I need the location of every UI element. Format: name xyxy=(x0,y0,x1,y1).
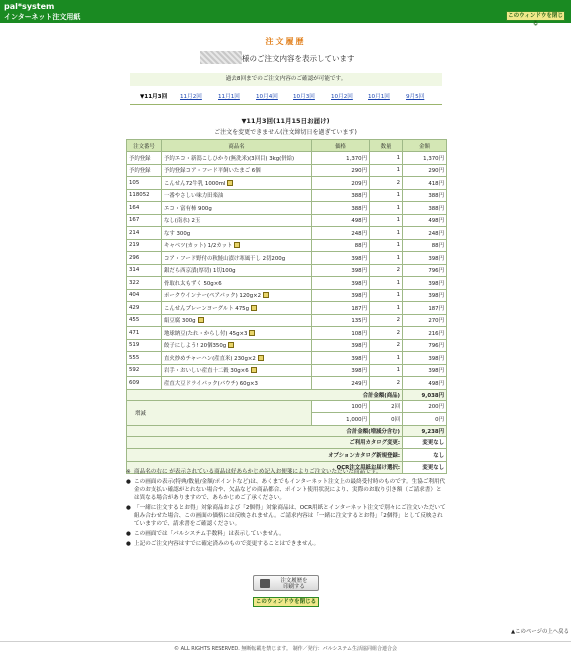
price-cell-text: 398円 xyxy=(351,343,367,350)
memo-icon xyxy=(234,242,240,248)
order-number-cell xyxy=(127,377,162,390)
qty-cell-text: 1 xyxy=(396,279,400,286)
item-name-cell xyxy=(162,327,312,340)
price-cell-text: 187円 xyxy=(351,305,367,312)
qty-cell xyxy=(370,352,403,365)
qty-cell xyxy=(370,227,403,240)
masked-customer-name xyxy=(200,51,242,64)
order-number-cell xyxy=(127,364,162,377)
amount-cell-text: 796円 xyxy=(428,343,444,350)
tab-delivery[interactable]: 10月1回 xyxy=(368,94,390,100)
amount-cell xyxy=(403,314,447,327)
table-row xyxy=(127,302,447,315)
ocr-delivery-value: 変更なし xyxy=(403,461,447,474)
note-item xyxy=(126,530,446,538)
note-item xyxy=(126,468,446,476)
qty-cell xyxy=(370,302,403,315)
amount-cell-text: 248円 xyxy=(428,230,444,237)
qty-cell-text: 2 xyxy=(396,342,400,349)
amount-cell xyxy=(403,377,447,390)
item-name-cell xyxy=(162,202,312,215)
price-cell xyxy=(312,339,370,352)
order-number-cell xyxy=(127,239,162,252)
memo-icon xyxy=(263,292,269,298)
amount-cell-text: 270円 xyxy=(428,318,444,325)
note-text: 「一緒に注文するとお得」対象商品および「2個得」対象商品は、OCR用紙とインターネット注文で別々にご注文いただいて組み合わせた場合、この画面の価格には反映されません。ご請求内容は「一緒に注文するとお得」「2個得」として反映されていますので、請求書をご確認ください。 xyxy=(134,505,446,527)
price-cell-text: 135円 xyxy=(351,318,367,325)
qty-cell xyxy=(370,202,403,215)
table-row xyxy=(127,239,447,252)
summary-row xyxy=(127,449,447,462)
order-number-cell xyxy=(127,214,162,227)
item-name-cell xyxy=(162,277,312,290)
table-row xyxy=(127,277,447,290)
amount-cell xyxy=(403,252,447,265)
app-header xyxy=(0,0,571,27)
qty-cell-text: 2 xyxy=(396,379,400,386)
memo-icon xyxy=(251,305,257,311)
surcharge-qty: 2回 xyxy=(370,400,403,413)
table-row xyxy=(127,177,447,190)
order-number-cell-text: 471 xyxy=(129,329,140,336)
total-value: 9,238円 xyxy=(403,425,447,436)
note-text: 商品名の右に が表示されている商品は好あらかじめ記入お便箋によりご注文いただいた商品です。 xyxy=(134,469,382,475)
qty-cell-text: 1 xyxy=(396,242,400,249)
item-name-cell xyxy=(162,227,312,240)
amount-cell xyxy=(403,189,447,202)
item-name-cell-text: なす 300g xyxy=(164,230,191,237)
amount-cell-text: 418円 xyxy=(428,180,444,187)
item-name-cell xyxy=(162,239,312,252)
item-name-cell-text: 岩手・おいしい産直十二穀 30g×6 xyxy=(164,368,249,375)
amount-cell xyxy=(403,214,447,227)
item-name-cell-text: 一番やさしい味力田楽油 xyxy=(164,193,224,200)
qty-cell-text: 1 xyxy=(396,192,400,199)
order-number-cell xyxy=(127,327,162,340)
amount-cell-text: 498円 xyxy=(428,380,444,387)
amount-cell xyxy=(403,152,447,165)
note-text: 上記のご注文内容はすでに確定済みのもので変更することはできません。 xyxy=(134,541,320,547)
order-date-heading: ▼11月3回(11月15日お届け) xyxy=(241,117,330,125)
table-row xyxy=(127,164,447,177)
order-number-cell-text: 105 xyxy=(129,179,140,186)
print-label-line2: 印刷する xyxy=(283,584,305,590)
amount-cell xyxy=(403,327,447,340)
price-cell xyxy=(312,189,370,202)
qty-cell xyxy=(370,189,403,202)
item-name-cell xyxy=(162,352,312,365)
memo-icon xyxy=(198,317,204,323)
tab-delivery[interactable]: 9月5回 xyxy=(406,94,425,100)
amount-cell xyxy=(403,227,447,240)
tab-divider xyxy=(130,104,442,105)
qty-cell-text: 1 xyxy=(396,204,400,211)
total-label: 合計金額(増減分含む) xyxy=(127,425,403,436)
order-number-cell xyxy=(127,314,162,327)
item-name-cell-text: 産直大豆ドライパック(パウチ) 60g×3 xyxy=(164,380,258,387)
tab-delivery[interactable]: 11月2回 xyxy=(180,94,202,100)
memo-icon xyxy=(258,355,264,361)
order-number-cell-text: 予約登録 xyxy=(129,155,151,162)
qty-cell-text: 1 xyxy=(396,292,400,299)
memo-icon xyxy=(251,367,257,373)
qty-cell xyxy=(370,377,403,390)
price-cell xyxy=(312,239,370,252)
history-notice: 過去8回までのご注文内容のご確認が可能です。 xyxy=(130,73,442,86)
order-number-cell xyxy=(127,277,162,290)
amount-cell xyxy=(403,264,447,277)
item-name-cell-text: 予約登録コア・フード平飼いたまご 6個 xyxy=(164,168,261,175)
tab-delivery[interactable]: 10月2回 xyxy=(331,94,353,100)
price-cell-text: 398円 xyxy=(351,368,367,375)
table-row xyxy=(127,339,447,352)
item-name-cell xyxy=(162,302,312,315)
memo-icon xyxy=(228,342,234,348)
table-row xyxy=(127,152,447,165)
price-cell-text: 398円 xyxy=(351,293,367,300)
item-name-cell xyxy=(162,264,312,277)
amount-cell-text: 290円 xyxy=(428,168,444,175)
price-cell xyxy=(312,314,370,327)
back-to-top-label: このページの上へ戻る xyxy=(515,629,569,635)
qty-cell-text: 1 xyxy=(396,167,400,174)
price-cell xyxy=(312,214,370,227)
price-cell xyxy=(312,177,370,190)
qty-cell xyxy=(370,289,403,302)
order-number-cell xyxy=(127,202,162,215)
tab-delivery[interactable]: 11月1回 xyxy=(218,94,240,100)
qty-cell xyxy=(370,152,403,165)
item-name-cell-text: 直火炒めチャーハン(産直米) 230g×2 xyxy=(164,355,256,362)
order-lock-note: ご注文を変更できません(注文締切日を過ぎています) xyxy=(214,129,357,136)
option-catalog-value: なし xyxy=(403,449,447,462)
memo-icon xyxy=(249,330,255,336)
tab-current-delivery: ▼11月3回 xyxy=(140,94,168,100)
price-cell xyxy=(312,152,370,165)
item-name-cell xyxy=(162,189,312,202)
order-number-cell-text: 164 xyxy=(129,204,140,211)
amount-cell-text: 398円 xyxy=(428,368,444,375)
amount-cell xyxy=(403,202,447,215)
order-number-cell xyxy=(127,339,162,352)
qty-cell xyxy=(370,364,403,377)
price-cell xyxy=(312,164,370,177)
amount-cell xyxy=(403,277,447,290)
note-bullet: ● xyxy=(126,541,131,547)
order-number-cell-text: 167 xyxy=(129,217,140,224)
subtotal-value: 9,038円 xyxy=(403,389,447,400)
subtotal-row xyxy=(127,389,447,400)
amount-cell xyxy=(403,352,447,365)
qty-cell-text: 1 xyxy=(396,304,400,311)
order-number-cell-text: 118052 xyxy=(129,192,150,199)
amount-cell-text: 398円 xyxy=(428,355,444,362)
catalog-change-label: ご利用カタログ変更: xyxy=(127,436,403,449)
surcharge-amount: 200円 xyxy=(403,400,447,413)
item-name-cell-text: 地球納豆(たれ・からし付) 45g×3 xyxy=(164,330,248,337)
amount-cell xyxy=(403,364,447,377)
order-number-cell-text: 214 xyxy=(129,229,140,236)
item-name-cell-text: 予約エコ・新潟こしひかり(無洗米)(3回目) 3kg(併給) xyxy=(164,155,295,162)
amount-cell-text: 398円 xyxy=(428,255,444,262)
note-item xyxy=(126,540,446,548)
amount-cell-text: 398円 xyxy=(428,280,444,287)
price-cell-text: 1,370円 xyxy=(346,155,367,162)
item-name-cell xyxy=(162,164,312,177)
amount-cell-text: 187円 xyxy=(428,305,444,312)
item-name-cell xyxy=(162,152,312,165)
column-header-price: 価格 xyxy=(312,140,370,152)
qty-cell-text: 1 xyxy=(396,254,400,261)
price-cell xyxy=(312,227,370,240)
amount-cell-text: 88円 xyxy=(431,243,444,250)
item-name-cell-text: キャベツ(カット) 1/2カット xyxy=(164,243,233,250)
table-row xyxy=(127,377,447,390)
qty-cell-text: 1 xyxy=(396,217,400,224)
price-cell xyxy=(312,327,370,340)
order-number-cell-text: 314 xyxy=(129,267,140,274)
amount-cell xyxy=(403,339,447,352)
order-number-cell xyxy=(127,352,162,365)
price-cell xyxy=(312,364,370,377)
order-number-cell-text: 予約登録 xyxy=(129,168,151,175)
amount-cell xyxy=(403,239,447,252)
item-name-cell-text: こんせんプレーンヨーグルト 475g xyxy=(164,305,250,312)
note-item xyxy=(126,478,446,502)
notes-section xyxy=(126,468,446,550)
price-cell xyxy=(312,202,370,215)
greeting-text: 様のご注文内容を表示しています xyxy=(242,54,355,63)
table-row xyxy=(127,289,447,302)
qty-cell xyxy=(370,177,403,190)
item-name-cell xyxy=(162,289,312,302)
order-number-cell-text: 296 xyxy=(129,254,140,261)
order-number-cell-text: 219 xyxy=(129,242,140,249)
table-header-row xyxy=(127,140,447,152)
order-table xyxy=(126,139,447,474)
qty-cell xyxy=(370,239,403,252)
tab-delivery[interactable]: 10月3回 xyxy=(293,94,315,100)
order-number-cell-text: 429 xyxy=(129,304,140,311)
order-number-cell xyxy=(127,289,162,302)
price-cell-text: 209円 xyxy=(351,180,367,187)
qty-cell xyxy=(370,339,403,352)
surcharge-amount: 0円 xyxy=(403,413,447,426)
table-row xyxy=(127,189,447,202)
qty-cell-text: 2 xyxy=(396,329,400,336)
back-to-top-link[interactable] xyxy=(511,627,569,635)
order-number-cell-text: 609 xyxy=(129,379,140,386)
summary-row xyxy=(127,436,447,449)
catalog-change-value: 変更なし xyxy=(403,436,447,449)
price-cell-text: 398円 xyxy=(351,255,367,262)
qty-cell xyxy=(370,252,403,265)
price-cell-text: 398円 xyxy=(351,268,367,275)
price-cell-text: 388円 xyxy=(351,193,367,200)
amount-cell-text: 796円 xyxy=(428,268,444,275)
column-header-qty: 数量 xyxy=(370,140,403,152)
note-bullet: ● xyxy=(126,479,131,485)
order-number-cell xyxy=(127,177,162,190)
amount-cell-text: 398円 xyxy=(428,293,444,300)
ocr-delivery-label: OCR注文用紙お届け選択: xyxy=(127,461,403,474)
table-row xyxy=(127,314,447,327)
print-history-button[interactable] xyxy=(253,575,319,591)
option-catalog-label: オプションカタログ新規登録: xyxy=(127,449,403,462)
price-cell-text: 249円 xyxy=(351,380,367,387)
header-subtitle: インターネット注文用紙 xyxy=(4,13,81,21)
item-name-cell-text: なし(南水) 2玉 xyxy=(164,218,201,225)
price-cell xyxy=(312,252,370,265)
order-number-cell xyxy=(127,302,162,315)
surcharge-row xyxy=(127,400,447,413)
item-name-cell-text: 絹豆腐 300g xyxy=(164,318,196,325)
price-cell-text: 398円 xyxy=(351,355,367,362)
qty-cell xyxy=(370,314,403,327)
tab-delivery[interactable]: 10月4回 xyxy=(256,94,278,100)
order-date-tabs xyxy=(130,88,442,103)
close-window-button-top[interactable]: このウィンドウを閉じる xyxy=(506,11,565,21)
note-bullet: ※ xyxy=(126,469,131,475)
memo-icon xyxy=(227,180,233,186)
column-header-order-no: 注文番号 xyxy=(127,140,162,152)
amount-cell xyxy=(403,164,447,177)
qty-cell xyxy=(370,264,403,277)
qty-cell-text: 2 xyxy=(396,267,400,274)
qty-cell-text: 1 xyxy=(396,229,400,236)
subtotal-label: 合計金額(商品) xyxy=(127,389,403,400)
column-header-item-name: 商品名 xyxy=(162,140,312,152)
order-number-cell-text: 519 xyxy=(129,342,140,349)
table-row xyxy=(127,352,447,365)
printer-icon xyxy=(260,579,270,588)
amount-cell-text: 216円 xyxy=(428,330,444,337)
page-title: 注文履歴 xyxy=(265,37,306,46)
table-row xyxy=(127,252,447,265)
footer: © ALL RIGHTS RESERVED. 無断転載を禁じます。 制作／発行：パルシステム生活協同組合連合会 xyxy=(0,641,571,661)
qty-cell xyxy=(370,327,403,340)
order-number-cell xyxy=(127,264,162,277)
item-name-cell-text: コア・フード野付の秋鮭山漬け寒風干し 2切200g xyxy=(164,255,286,262)
total-row xyxy=(127,425,447,436)
amount-cell xyxy=(403,177,447,190)
amount-cell xyxy=(403,302,447,315)
item-name-cell-text: 銀だら西京漬(厚切) 1切100g xyxy=(164,268,236,275)
price-cell-text: 398円 xyxy=(351,280,367,287)
qty-cell-text: 1 xyxy=(396,154,400,161)
item-name-cell-text: ポークウインナー(ペアパック) 120g×2 xyxy=(164,293,262,300)
close-window-button-bottom[interactable]: このウィンドウを閉じる xyxy=(253,597,319,607)
table-row xyxy=(127,202,447,215)
price-cell xyxy=(312,277,370,290)
item-name-cell-text: 餃子にしよう! 20個350g xyxy=(164,343,227,350)
table-row xyxy=(127,327,447,340)
item-name-cell xyxy=(162,377,312,390)
note-text: この画面の表示(特典/数量/金額/ポイントなど)は、あくまでもインターネット注文上の最終受付時のものです。生協ご利用代金のお支払い確認がとれない場合や、欠品などの商品都合、ポイント使用状況により、実際のお取り引き額（ご請求書）とは異なる場合がありますので、あらかじめご了承ください。 xyxy=(134,479,446,501)
column-header-amount: 金額 xyxy=(403,140,447,152)
price-cell-text: 108円 xyxy=(351,330,367,337)
surcharge-label: 増減 xyxy=(127,400,312,425)
brand-logo: pal*system xyxy=(4,2,55,11)
order-number-cell-text: 322 xyxy=(129,279,140,286)
qty-cell-text: 1 xyxy=(396,354,400,361)
order-number-cell-text: 555 xyxy=(129,354,140,361)
amount-cell-text: 388円 xyxy=(428,205,444,212)
note-item xyxy=(126,504,446,528)
table-row xyxy=(127,364,447,377)
item-name-cell xyxy=(162,177,312,190)
item-name-cell xyxy=(162,339,312,352)
amount-cell-text: 498円 xyxy=(428,218,444,225)
qty-cell xyxy=(370,164,403,177)
order-number-cell-text: 455 xyxy=(129,317,140,324)
table-row xyxy=(127,227,447,240)
surcharge-base: 1,000円 xyxy=(312,413,370,426)
table-row xyxy=(127,214,447,227)
item-name-cell-text: こんせん72牛乳 1000ml xyxy=(164,180,226,187)
order-number-cell-text: 404 xyxy=(129,292,140,299)
price-cell-text: 290円 xyxy=(351,168,367,175)
order-number-cell xyxy=(127,152,162,165)
price-cell xyxy=(312,289,370,302)
note-text: この画面では「パルシステム手数料」は表示していません。 xyxy=(134,531,285,537)
price-cell-text: 88円 xyxy=(354,243,367,250)
surcharge-base: 100円 xyxy=(312,400,370,413)
qty-cell-text: 1 xyxy=(396,367,400,374)
order-number-cell xyxy=(127,164,162,177)
order-number-cell-text: 592 xyxy=(129,367,140,374)
print-label-line1: 注文履歴を xyxy=(280,578,308,584)
order-number-cell xyxy=(127,227,162,240)
item-name-cell xyxy=(162,364,312,377)
item-name-cell xyxy=(162,214,312,227)
note-bullet: ● xyxy=(126,531,131,537)
order-number-cell xyxy=(127,252,162,265)
qty-cell xyxy=(370,214,403,227)
qty-cell-text: 2 xyxy=(396,179,400,186)
amount-cell xyxy=(403,289,447,302)
price-cell xyxy=(312,302,370,315)
price-cell xyxy=(312,264,370,277)
note-bullet: ● xyxy=(126,505,131,511)
item-name-cell-text: 骨取れ太もずく 50g×6 xyxy=(164,280,222,287)
qty-cell-text: 2 xyxy=(396,317,400,324)
item-name-cell-text: エコ・富有柿 900g xyxy=(164,205,212,212)
price-cell xyxy=(312,352,370,365)
amount-cell-text: 388円 xyxy=(428,193,444,200)
surcharge-qty: 0回 xyxy=(370,413,403,426)
table-row xyxy=(127,264,447,277)
order-number-cell xyxy=(127,189,162,202)
arrow-up-icon: ▲ xyxy=(511,629,516,635)
amount-cell-text: 1,370円 xyxy=(423,155,444,162)
price-cell-text: 248円 xyxy=(351,230,367,237)
price-cell-text: 388円 xyxy=(351,205,367,212)
qty-cell xyxy=(370,277,403,290)
price-cell-text: 498円 xyxy=(351,218,367,225)
item-name-cell xyxy=(162,252,312,265)
price-cell xyxy=(312,377,370,390)
item-name-cell xyxy=(162,314,312,327)
